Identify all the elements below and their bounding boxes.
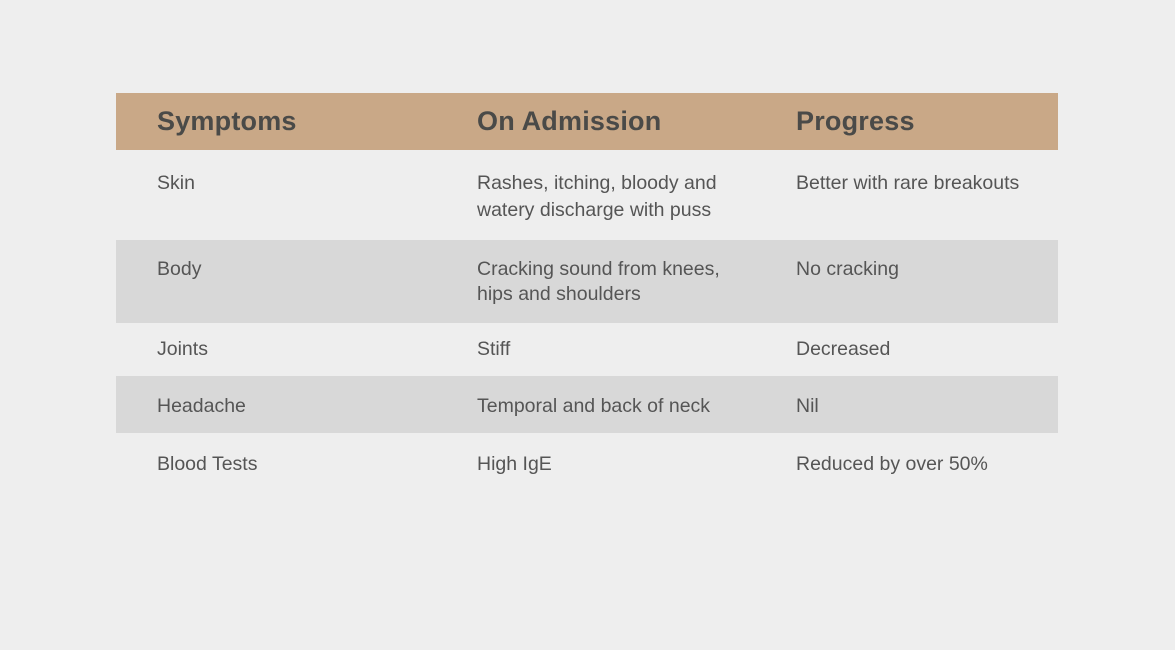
table-row bbox=[116, 323, 1058, 376]
table-header-row bbox=[116, 93, 1058, 150]
progress-cell: Nil bbox=[796, 395, 819, 417]
table-row bbox=[116, 150, 1058, 240]
admission-cell: High IgE bbox=[477, 453, 552, 475]
header-on-admission: On Admission bbox=[477, 106, 662, 136]
admission-cell: Stiff bbox=[477, 338, 511, 360]
admission-cell: Rashes, itching, bloody and watery discharge with puss bbox=[477, 172, 717, 221]
symptom-cell: Blood Tests bbox=[157, 453, 258, 475]
table-row bbox=[116, 433, 1058, 493]
admission-cell: Temporal and back of neck bbox=[477, 395, 711, 417]
progress-cell: Decreased bbox=[796, 338, 891, 360]
symptom-cell: Headache bbox=[157, 395, 246, 417]
symptom-cell: Joints bbox=[157, 338, 208, 360]
progress-cell: No cracking bbox=[796, 258, 899, 280]
table-row bbox=[116, 376, 1058, 433]
symptom-cell: Body bbox=[157, 258, 202, 280]
table-row bbox=[116, 240, 1058, 323]
admission-cell: Cracking sound from knees, hips and shoulders bbox=[477, 258, 720, 305]
symptom-cell: Skin bbox=[157, 172, 195, 194]
progress-cell: Better with rare breakouts bbox=[796, 172, 1020, 194]
progress-cell: Reduced by over 50% bbox=[796, 453, 988, 475]
symptoms-table bbox=[116, 93, 1058, 493]
header-progress: Progress bbox=[796, 106, 915, 136]
header-symptoms: Symptoms bbox=[157, 106, 297, 136]
